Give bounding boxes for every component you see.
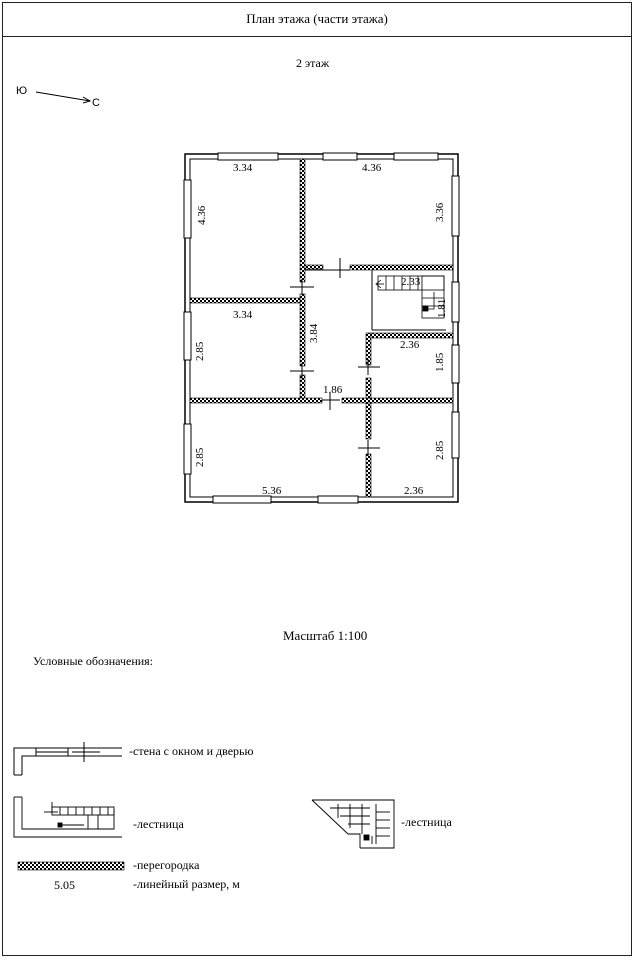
legend-partition-label: -перегородка	[133, 858, 200, 872]
compass-south: Ю	[16, 85, 28, 97]
legend-stair1-label: -лестница	[133, 817, 184, 831]
legend-stair2-label: -лестница	[401, 815, 452, 829]
dim-room4-width: 2.36	[400, 339, 420, 351]
legend-size-value: 5.05	[54, 878, 75, 892]
scale-label: Масштаб 1:100	[283, 628, 368, 643]
windows	[184, 153, 459, 503]
legend-wall-symbol	[14, 742, 122, 775]
dim-room4-height: 1.85	[434, 352, 446, 372]
legend-stair1-symbol	[14, 797, 122, 837]
compass-north: С	[92, 97, 100, 109]
dim-stair-width: 2.33	[401, 276, 421, 288]
dim-room1-height: 4.36	[196, 205, 208, 225]
dim-room1-width: 3.34	[233, 162, 253, 174]
dim-room3-width: 3.34	[233, 309, 253, 321]
dim-hall-width: 1.86	[323, 384, 343, 396]
legend-size-label: -линейный размер, м	[133, 877, 240, 891]
legend-title: Условные обозначения:	[33, 654, 154, 668]
legend-wall-label: -стена с окном и дверью	[129, 744, 254, 758]
partitions	[190, 159, 453, 497]
page-title: План этажа (части этажа)	[246, 11, 388, 26]
legend-stair2-symbol	[312, 800, 394, 848]
dim-stair-height: 1.81	[436, 298, 448, 318]
interior-lines	[305, 270, 446, 330]
floor-label: 2 этаж	[296, 56, 330, 70]
dim-room3-height: 2.85	[194, 341, 206, 361]
dim-hall-height: 3.84	[308, 323, 320, 343]
compass-arrow	[36, 92, 90, 103]
dim-room2-height: 3.36	[434, 202, 446, 222]
dim-room5-width: 5.36	[262, 485, 282, 497]
legend-partition-symbol	[18, 862, 124, 870]
dim-room5-height: 2.85	[194, 447, 206, 467]
dim-room6-width: 2.36	[404, 485, 424, 497]
dim-room2-width: 4.36	[362, 162, 382, 174]
dim-room6-height: 2.85	[434, 440, 446, 460]
outer-walls	[185, 154, 458, 502]
